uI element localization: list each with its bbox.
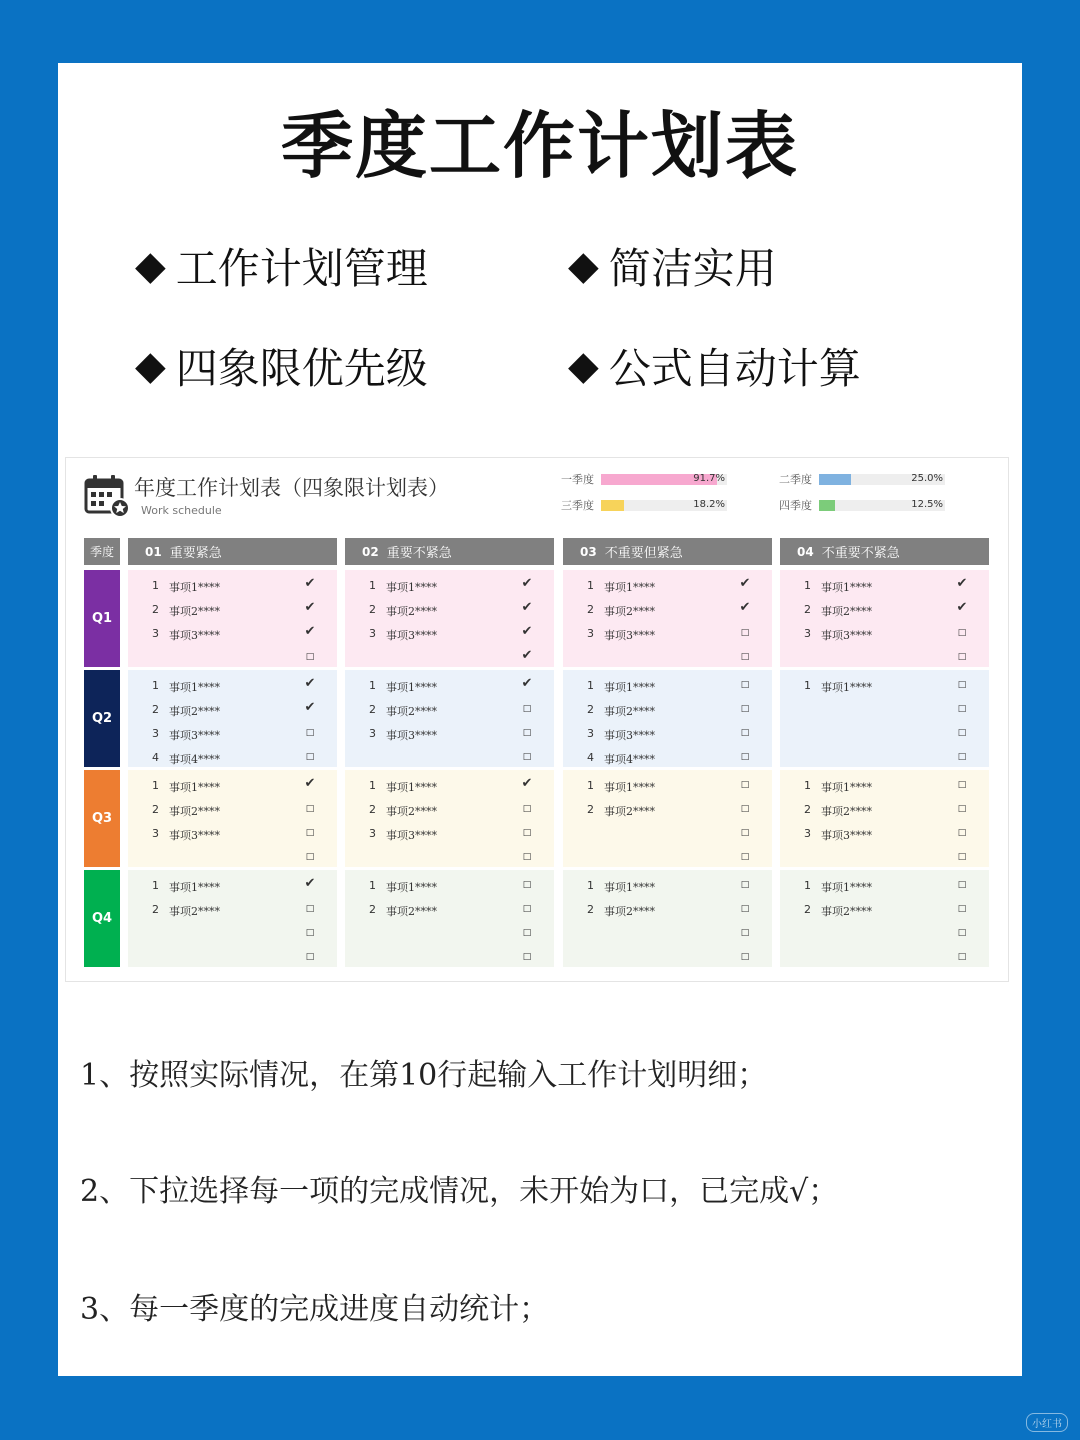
- status-dropdown-empty-icon[interactable]: □: [522, 880, 532, 890]
- task-number: 1: [152, 779, 159, 792]
- task-item: [128, 622, 337, 646]
- status-dropdown-empty-icon[interactable]: □: [740, 680, 750, 690]
- task-number: 2: [369, 703, 376, 716]
- task-item: [563, 798, 772, 822]
- status-dropdown-empty-icon[interactable]: □: [740, 904, 750, 914]
- task-item: [780, 598, 989, 622]
- task-number: 3: [369, 827, 376, 840]
- task-name: 事项3****: [386, 629, 437, 642]
- progress-percent: 25.0%: [911, 472, 943, 484]
- task-number: 1: [804, 579, 811, 592]
- status-dropdown-check-icon[interactable]: ✔: [956, 600, 968, 615]
- task-name: 事项3****: [169, 729, 220, 742]
- task-item: [780, 846, 989, 870]
- task-name: 事项2****: [386, 805, 437, 818]
- task-item: [563, 922, 772, 946]
- status-dropdown-empty-icon[interactable]: □: [740, 780, 750, 790]
- task-item: [128, 698, 337, 722]
- status-dropdown-empty-icon[interactable]: □: [957, 804, 967, 814]
- task-item: [563, 674, 772, 698]
- task-name: 事项4****: [169, 753, 220, 766]
- task-name: 事项2****: [821, 805, 872, 818]
- task-item: [563, 746, 772, 770]
- task-item: [128, 946, 337, 970]
- status-dropdown-empty-icon[interactable]: □: [305, 928, 315, 938]
- task-name: 事项2****: [604, 705, 655, 718]
- task-name: 事项1****: [821, 881, 872, 894]
- quadrant-header-1: [128, 538, 337, 565]
- status-dropdown-check-icon[interactable]: ✔: [521, 648, 533, 663]
- status-dropdown-empty-icon[interactable]: □: [740, 952, 750, 962]
- task-item: [780, 822, 989, 846]
- task-name: 事项2****: [169, 905, 220, 918]
- status-dropdown-empty-icon[interactable]: □: [305, 952, 315, 962]
- feature-item: [135, 336, 428, 396]
- progress-fill: [601, 500, 624, 511]
- feature-label: 简洁实用: [608, 244, 777, 293]
- task-item: [780, 774, 989, 798]
- status-dropdown-empty-icon[interactable]: □: [957, 652, 967, 662]
- status-dropdown-empty-icon[interactable]: □: [957, 852, 967, 862]
- task-item: [563, 946, 772, 970]
- task-item: [345, 598, 554, 622]
- task-number: 2: [152, 703, 159, 716]
- task-name: 事项2****: [386, 605, 437, 618]
- feature-item: [568, 236, 777, 296]
- progress-track: [819, 474, 945, 485]
- task-name: 事项2****: [821, 905, 872, 918]
- task-item: [345, 722, 554, 746]
- task-name: 事项1****: [821, 581, 872, 594]
- progress-track: [819, 500, 945, 511]
- task-name: 事项2****: [604, 905, 655, 918]
- progress-fill: [819, 474, 851, 485]
- quarter-label-q1: Q1: [84, 570, 120, 667]
- sheet-subtitle: Work schedule: [141, 504, 222, 517]
- task-number: 2: [369, 903, 376, 916]
- task-name: 事项3****: [604, 729, 655, 742]
- status-dropdown-check-icon[interactable]: ✔: [304, 876, 316, 891]
- task-number: 2: [152, 603, 159, 616]
- instruction-step: 1、按照实际情况，在第10行起输入工作计划明细；: [80, 1058, 768, 1093]
- status-dropdown-empty-icon[interactable]: □: [740, 880, 750, 890]
- task-item: [345, 746, 554, 770]
- status-dropdown-check-icon[interactable]: ✔: [304, 776, 316, 791]
- task-item: [345, 846, 554, 870]
- quadrant-number: 01: [145, 544, 162, 559]
- progress-percent: 12.5%: [911, 498, 943, 510]
- task-number: 1: [152, 579, 159, 592]
- status-dropdown-empty-icon[interactable]: □: [957, 628, 967, 638]
- quadrant-cell: [128, 570, 337, 667]
- task-item: [345, 874, 554, 898]
- quadrant-cell: [780, 670, 989, 767]
- task-number: 1: [369, 879, 376, 892]
- status-dropdown-check-icon[interactable]: ✔: [304, 700, 316, 715]
- quadrant-cell: [780, 870, 989, 967]
- task-number: 3: [587, 727, 594, 740]
- status-dropdown-empty-icon[interactable]: □: [522, 828, 532, 838]
- quadrant-cell: [128, 870, 337, 967]
- quadrant-cell: [128, 670, 337, 767]
- task-item: [345, 622, 554, 646]
- task-number: 1: [587, 879, 594, 892]
- feature-label: 工作计划管理: [175, 244, 428, 293]
- task-number: 3: [152, 627, 159, 640]
- task-item: [128, 922, 337, 946]
- feature-item: [568, 336, 861, 396]
- task-number: 3: [152, 727, 159, 740]
- status-dropdown-check-icon[interactable]: ✔: [521, 776, 533, 791]
- task-name: 事项1****: [169, 581, 220, 594]
- task-name: 事项1****: [604, 581, 655, 594]
- task-number: 4: [152, 751, 159, 764]
- status-dropdown-empty-icon[interactable]: □: [305, 904, 315, 914]
- task-number: 3: [804, 827, 811, 840]
- diamond-bullet-icon: ◆: [135, 343, 166, 389]
- task-number: 3: [804, 627, 811, 640]
- status-dropdown-empty-icon[interactable]: □: [957, 904, 967, 914]
- status-dropdown-check-icon[interactable]: ✔: [304, 624, 316, 639]
- quadrant-number: 04: [797, 544, 814, 559]
- task-item: [128, 774, 337, 798]
- quadrant-number: 02: [362, 544, 379, 559]
- task-name: 事项2****: [386, 905, 437, 918]
- quadrant-cell: [780, 770, 989, 867]
- task-item: [563, 598, 772, 622]
- quadrant-header-3: [563, 538, 772, 565]
- task-item: [563, 646, 772, 670]
- diamond-bullet-icon: ◆: [135, 243, 166, 289]
- quadrant-label: 重要紧急: [169, 546, 222, 561]
- task-name: 事项1****: [604, 781, 655, 794]
- task-number: 1: [804, 679, 811, 692]
- task-number: 2: [587, 803, 594, 816]
- season-header: 季度: [84, 538, 120, 565]
- task-item: [563, 622, 772, 646]
- status-dropdown-empty-icon[interactable]: □: [740, 752, 750, 762]
- task-name: 事项1****: [386, 681, 437, 694]
- status-dropdown-empty-icon[interactable]: □: [740, 704, 750, 714]
- task-item: [780, 646, 989, 670]
- task-number: 2: [587, 703, 594, 716]
- status-dropdown-empty-icon[interactable]: □: [522, 804, 532, 814]
- status-dropdown-check-icon[interactable]: ✔: [304, 576, 316, 591]
- task-item: [345, 674, 554, 698]
- task-name: 事项3****: [604, 629, 655, 642]
- status-dropdown-empty-icon[interactable]: □: [522, 928, 532, 938]
- feature-label: 四象限优先级: [175, 344, 428, 393]
- task-number: 1: [152, 879, 159, 892]
- quarter-label-q3: Q3: [84, 770, 120, 867]
- status-dropdown-check-icon[interactable]: ✔: [521, 600, 533, 615]
- task-name: 事项3****: [169, 829, 220, 842]
- progress-percent: 18.2%: [693, 498, 725, 510]
- quadrant-cell: [563, 670, 772, 767]
- feature-label: 公式自动计算: [608, 344, 861, 393]
- task-number: 1: [587, 579, 594, 592]
- quadrant-label: 重要不紧急: [386, 546, 452, 561]
- diamond-bullet-icon: ◆: [568, 243, 599, 289]
- task-item: [563, 698, 772, 722]
- status-dropdown-check-icon[interactable]: ✔: [304, 600, 316, 615]
- task-number: 2: [587, 903, 594, 916]
- task-number: 2: [152, 903, 159, 916]
- status-dropdown-empty-icon[interactable]: □: [740, 628, 750, 638]
- sheet-title: 年度工作计划表（四象限计划表）: [134, 476, 449, 500]
- status-dropdown-empty-icon[interactable]: □: [305, 752, 315, 762]
- task-item: [780, 674, 989, 698]
- task-number: 1: [369, 579, 376, 592]
- status-dropdown-empty-icon[interactable]: □: [305, 804, 315, 814]
- progress-track: [601, 500, 727, 511]
- task-name: 事项2****: [169, 605, 220, 618]
- progress-q4: [779, 498, 945, 512]
- watermark: 小红书: [1026, 1413, 1068, 1432]
- task-name: 事项1****: [821, 681, 872, 694]
- status-dropdown-empty-icon[interactable]: □: [740, 728, 750, 738]
- instruction-step: 2、下拉选择每一项的完成情况，未开始为口，已完成√；: [80, 1174, 839, 1209]
- task-name: 事项1****: [386, 881, 437, 894]
- task-item: [345, 898, 554, 922]
- task-number: 1: [587, 679, 594, 692]
- quadrant-cell: [563, 570, 772, 667]
- status-dropdown-empty-icon[interactable]: □: [522, 752, 532, 762]
- task-number: 1: [152, 679, 159, 692]
- task-item: [345, 574, 554, 598]
- task-name: 事项1****: [604, 881, 655, 894]
- task-name: 事项2****: [169, 705, 220, 718]
- task-name: 事项1****: [821, 781, 872, 794]
- status-dropdown-check-icon[interactable]: ✔: [521, 576, 533, 591]
- task-item: [345, 946, 554, 970]
- task-number: 2: [369, 603, 376, 616]
- quadrant-cell: [345, 670, 554, 767]
- status-dropdown-empty-icon[interactable]: □: [740, 928, 750, 938]
- status-dropdown-empty-icon[interactable]: □: [957, 952, 967, 962]
- task-item: [128, 574, 337, 598]
- task-item: [345, 774, 554, 798]
- quadrant-header-4: [780, 538, 989, 565]
- task-item: [780, 574, 989, 598]
- task-name: 事项2****: [821, 605, 872, 618]
- status-dropdown-check-icon[interactable]: ✔: [739, 600, 751, 615]
- task-item: [780, 722, 989, 746]
- status-dropdown-empty-icon[interactable]: □: [522, 704, 532, 714]
- task-item: [128, 646, 337, 670]
- task-item: [563, 822, 772, 846]
- task-name: 事项1****: [169, 881, 220, 894]
- task-item: [128, 798, 337, 822]
- status-dropdown-empty-icon[interactable]: □: [522, 852, 532, 862]
- task-item: [563, 874, 772, 898]
- task-number: 1: [804, 879, 811, 892]
- quadrant-cell: [128, 770, 337, 867]
- status-dropdown-empty-icon[interactable]: □: [740, 652, 750, 662]
- quadrant-cell: [345, 870, 554, 967]
- task-name: 事项3****: [169, 629, 220, 642]
- task-item: [780, 898, 989, 922]
- status-dropdown-check-icon[interactable]: ✔: [521, 676, 533, 691]
- task-item: [563, 898, 772, 922]
- task-name: 事项2****: [169, 805, 220, 818]
- task-item: [780, 798, 989, 822]
- task-number: 3: [369, 627, 376, 640]
- task-number: 4: [587, 751, 594, 764]
- task-number: 3: [369, 727, 376, 740]
- task-name: 事项4****: [604, 753, 655, 766]
- quadrant-label: 不重要但紧急: [604, 546, 683, 561]
- task-item: [345, 646, 554, 670]
- task-item: [128, 874, 337, 898]
- progress-fill: [819, 500, 835, 511]
- task-number: 3: [152, 827, 159, 840]
- task-number: 2: [804, 803, 811, 816]
- task-number: 1: [587, 779, 594, 792]
- status-dropdown-empty-icon[interactable]: □: [957, 880, 967, 890]
- quadrant-header-2: [345, 538, 554, 565]
- task-name: 事项2****: [386, 705, 437, 718]
- task-item: [128, 674, 337, 698]
- task-item: [563, 574, 772, 598]
- feature-item: [135, 236, 428, 296]
- progress-percent: 91.7%: [693, 472, 725, 484]
- task-number: 2: [152, 803, 159, 816]
- task-number: 1: [369, 779, 376, 792]
- status-dropdown-check-icon[interactable]: ✔: [956, 576, 968, 591]
- task-name: 事项3****: [821, 629, 872, 642]
- task-number: 3: [587, 627, 594, 640]
- status-dropdown-empty-icon[interactable]: □: [305, 728, 315, 738]
- task-item: [780, 874, 989, 898]
- task-name: 事项2****: [604, 605, 655, 618]
- task-item: [128, 898, 337, 922]
- task-item: [563, 774, 772, 798]
- status-dropdown-empty-icon[interactable]: □: [305, 828, 315, 838]
- task-item: [563, 846, 772, 870]
- task-number: 2: [804, 903, 811, 916]
- status-dropdown-empty-icon[interactable]: □: [522, 952, 532, 962]
- status-dropdown-empty-icon[interactable]: □: [305, 652, 315, 662]
- status-dropdown-empty-icon[interactable]: □: [957, 752, 967, 762]
- task-item: [780, 698, 989, 722]
- task-number: 2: [804, 603, 811, 616]
- status-dropdown-empty-icon[interactable]: □: [957, 704, 967, 714]
- status-dropdown-empty-icon[interactable]: □: [305, 852, 315, 862]
- task-name: 事项1****: [386, 581, 437, 594]
- task-item: [780, 746, 989, 770]
- task-item: [345, 822, 554, 846]
- calendar-icon: [84, 474, 130, 518]
- status-dropdown-empty-icon[interactable]: □: [522, 728, 532, 738]
- task-item: [345, 922, 554, 946]
- progress-label: 一季度: [561, 473, 594, 486]
- quarter-label-q2: Q2: [84, 670, 120, 767]
- quadrant-cell: [345, 770, 554, 867]
- task-name: 事项1****: [169, 781, 220, 794]
- status-dropdown-empty-icon[interactable]: □: [740, 804, 750, 814]
- task-item: [128, 846, 337, 870]
- status-dropdown-empty-icon[interactable]: □: [957, 728, 967, 738]
- status-dropdown-empty-icon[interactable]: □: [522, 904, 532, 914]
- task-item: [128, 822, 337, 846]
- task-number: 2: [369, 803, 376, 816]
- task-item: [128, 598, 337, 622]
- task-name: 事项3****: [386, 829, 437, 842]
- progress-q3: [561, 498, 727, 512]
- progress-q1: [561, 472, 727, 486]
- progress-q2: [779, 472, 945, 486]
- status-dropdown-empty-icon[interactable]: □: [957, 928, 967, 938]
- status-dropdown-empty-icon[interactable]: □: [957, 780, 967, 790]
- quadrant-cell: [780, 570, 989, 667]
- progress-label: 三季度: [561, 499, 594, 512]
- quadrant-number: 03: [580, 544, 597, 559]
- task-number: 1: [804, 779, 811, 792]
- task-item: [780, 922, 989, 946]
- quadrant-cell: [563, 870, 772, 967]
- quarter-label-q4: Q4: [84, 870, 120, 967]
- task-item: [780, 622, 989, 646]
- task-item: [128, 746, 337, 770]
- task-name: 事项1****: [604, 681, 655, 694]
- status-dropdown-empty-icon[interactable]: □: [740, 828, 750, 838]
- task-number: 1: [369, 679, 376, 692]
- diamond-bullet-icon: ◆: [568, 343, 599, 389]
- status-dropdown-check-icon[interactable]: ✔: [304, 676, 316, 691]
- task-item: [345, 698, 554, 722]
- status-dropdown-empty-icon[interactable]: □: [957, 828, 967, 838]
- task-name: 事项2****: [604, 805, 655, 818]
- task-name: 事项3****: [821, 829, 872, 842]
- status-dropdown-empty-icon[interactable]: □: [957, 680, 967, 690]
- task-item: [345, 798, 554, 822]
- status-dropdown-empty-icon[interactable]: □: [740, 852, 750, 862]
- task-item: [780, 946, 989, 970]
- progress-label: 四季度: [779, 499, 812, 512]
- status-dropdown-check-icon[interactable]: ✔: [521, 624, 533, 639]
- progress-track: [601, 474, 727, 485]
- instruction-step: 3、每一季度的完成进度自动统计；: [80, 1292, 550, 1327]
- task-number: 2: [587, 603, 594, 616]
- quadrant-label: 不重要不紧急: [821, 546, 900, 561]
- status-dropdown-check-icon[interactable]: ✔: [739, 576, 751, 591]
- task-name: 事项1****: [386, 781, 437, 794]
- quadrant-cell: [563, 770, 772, 867]
- task-item: [128, 722, 337, 746]
- task-item: [563, 722, 772, 746]
- progress-label: 二季度: [779, 473, 812, 486]
- task-name: 事项3****: [386, 729, 437, 742]
- page-title: 季度工作计划表: [280, 103, 799, 188]
- quadrant-cell: [345, 570, 554, 667]
- task-name: 事项1****: [169, 681, 220, 694]
